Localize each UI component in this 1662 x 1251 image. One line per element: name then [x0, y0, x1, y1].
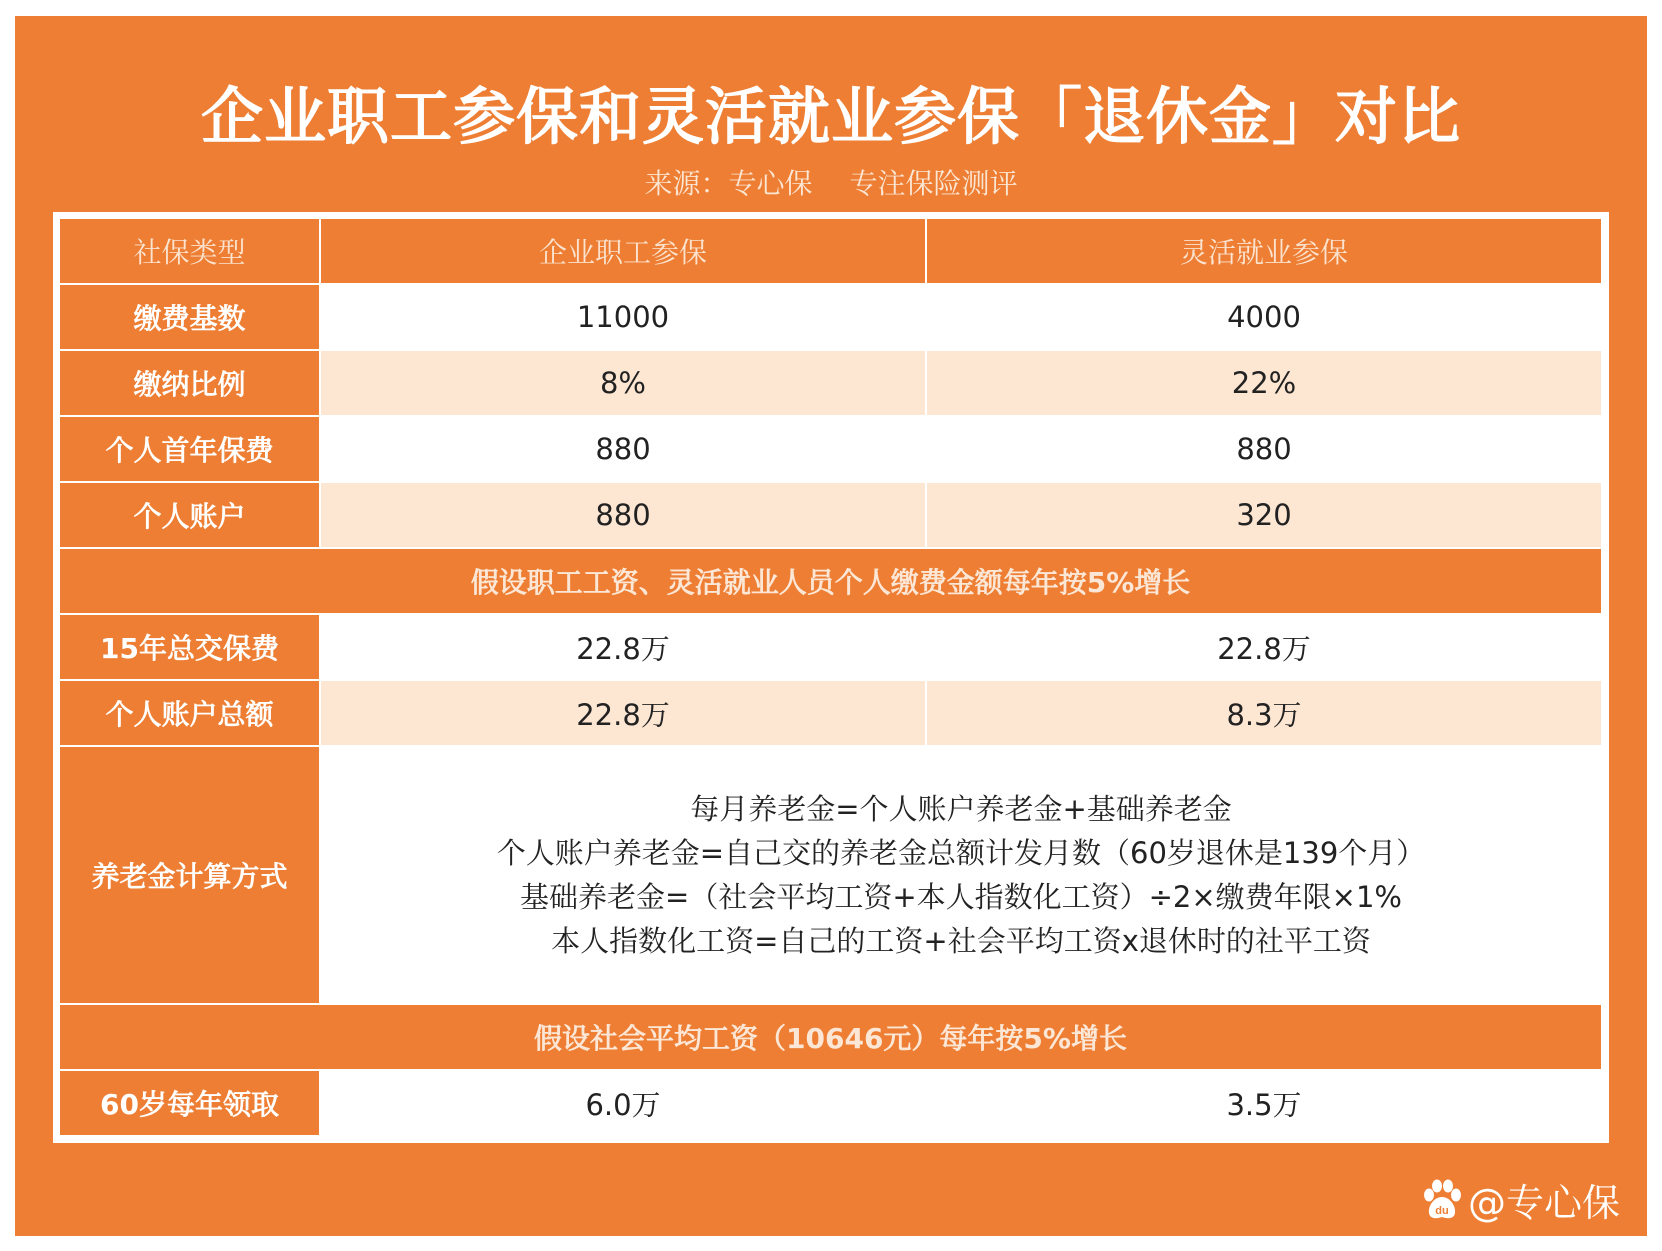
flexible-value: 4000	[926, 284, 1602, 350]
row-label: 个人账户	[59, 482, 320, 548]
formula-line: 每月养老金=个人账户养老金+基础养老金	[690, 792, 1232, 826]
table-row	[59, 482, 1602, 548]
table-row	[59, 1070, 1602, 1136]
watermark-text: @专心保	[1468, 1181, 1621, 1225]
svg-text:du: du	[1435, 1204, 1449, 1217]
flexible-value: 8.3万	[926, 680, 1602, 746]
employee-value: 11000	[320, 284, 926, 350]
row-label: 15年总交保费	[59, 614, 320, 680]
header-flexible: 灵活就业参保	[926, 218, 1602, 284]
flexible-value: 320	[926, 482, 1602, 548]
flexible-value: 22.8万	[926, 614, 1602, 680]
poster-frame	[15, 16, 1647, 1236]
table-row	[59, 416, 1602, 482]
baidu-paw-icon	[1420, 1178, 1464, 1222]
assumption-band-row	[59, 548, 1602, 614]
row-label: 个人账户总额	[59, 680, 320, 746]
comparison-table-wrap	[53, 212, 1609, 1143]
assumption-band-1: 假设职工工资、灵活就业人员个人缴费金额每年按5%增长	[59, 548, 1602, 614]
table-row	[59, 350, 1602, 416]
formula-line: 个人账户养老金=自己交的养老金总额计发月数（60岁退休是139个月）	[496, 836, 1426, 870]
employee-value: 880	[320, 416, 926, 482]
flexible-value: 3.5万	[926, 1070, 1602, 1136]
assumption-band-row	[59, 1004, 1602, 1070]
page-title: 企业职工参保和灵活就业参保「退休金」对比	[200, 80, 1461, 153]
flexible-value: 22%	[926, 350, 1602, 416]
watermark	[1420, 1172, 1620, 1227]
employee-value: 880	[320, 482, 926, 548]
table-row	[59, 284, 1602, 350]
table-row	[59, 614, 1602, 680]
comparison-table	[58, 217, 1603, 1137]
row-label: 缴纳比例	[59, 350, 320, 416]
table-header-row	[59, 218, 1602, 284]
header-employee: 企业职工参保	[320, 218, 926, 284]
employee-value: 22.8万	[320, 680, 926, 746]
employee-value: 22.8万	[320, 614, 926, 680]
row-label: 60岁每年领取	[59, 1070, 320, 1136]
tagline-text: 专注保险测评	[849, 167, 1018, 200]
header-type: 社保类型	[59, 218, 320, 284]
formula-row	[59, 746, 1602, 1004]
row-label: 个人首年保费	[59, 416, 320, 482]
formula-line: 基础养老金=（社会平均工资+本人指数化工资）÷2×缴费年限×1%	[520, 880, 1402, 914]
subtitle	[15, 164, 1647, 204]
formula-line: 本人指数化工资=自己的工资+社会平均工资x退休时的社平工资	[551, 924, 1371, 958]
formula-label: 养老金计算方式	[59, 746, 320, 1004]
row-label: 缴费基数	[59, 284, 320, 350]
table-row	[59, 680, 1602, 746]
employee-value: 8%	[320, 350, 926, 416]
assumption-band-2: 假设社会平均工资（10646元）每年按5%增长	[59, 1004, 1602, 1070]
formula-cell	[320, 746, 1602, 1004]
source-text: 来源：专心保	[644, 167, 813, 200]
flexible-value: 880	[926, 416, 1602, 482]
employee-value: 6.0万	[320, 1070, 926, 1136]
